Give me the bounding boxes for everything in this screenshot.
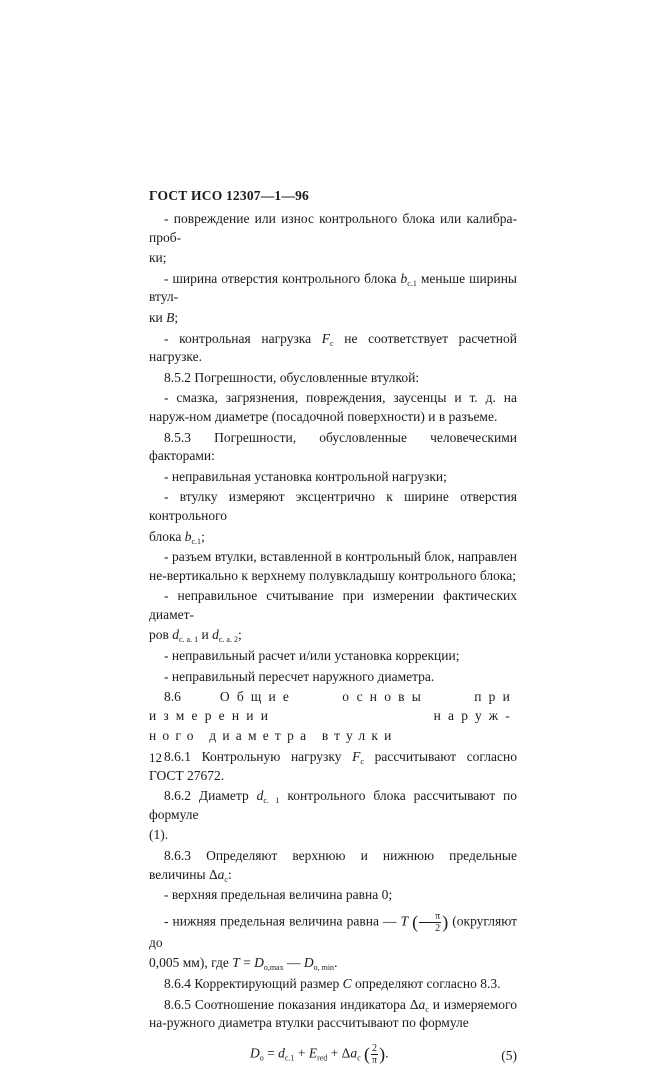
paragraph: - неправильная установка контрольной нагрузки;: [164, 468, 447, 484]
formula-number: (5): [501, 1047, 517, 1063]
formula-5: [149, 1039, 517, 1079]
paragraph: - неправильный расчет и/или установка коррекции;: [164, 648, 460, 664]
paragraph: - разъем втулки, вставленной в контрольный блок, направлен не-вертикально к верхнему полувкладышу контрольного блока;: [149, 549, 517, 583]
paragraph: - неправильное считывание при измерении фактических диамет-: [149, 588, 517, 622]
paragraph: (1).: [149, 827, 169, 843]
section-8-6-4: 8.6.4 Корректирующий размер C определяют согласно 8.3.: [164, 975, 501, 991]
section-8-6-3: 8.6.3 Определяют верхнюю и нижнюю предельные величины $\Delta a_c$:: [149, 848, 517, 884]
paragraph: - нижняя предельная величина равна — T ( $\frac{\pi}{2}$ ) (округляют до: [149, 910, 517, 950]
page-header: ГОСТ ИСО 12307—1—96: [149, 188, 309, 203]
paragraph: - верхняя предельная величина равна 0;: [164, 887, 393, 903]
paragraph: 0,005 мм), где $T = D_{o,max}$ — $D_{o, min}$.: [149, 955, 338, 973]
section-8-5-3: 8.5.3 Погрешности, обусловленные человеческими факторами:: [149, 429, 517, 464]
paragraph: - втулку измеряют эксцентрично к ширине отверстия контрольного: [149, 489, 517, 523]
paragraph: - контрольная нагрузка $F_c$ не соответствует расчетной нагрузке.: [149, 330, 517, 365]
section-8-6-2: 8.6.2 Диаметр $d_{c. 1}$ контрольного блока рассчитывают по формуле: [149, 788, 517, 822]
paragraph: блока $b_{c.1}$;: [149, 528, 205, 546]
page-number: 12: [149, 750, 162, 765]
section-8-5-2: 8.5.2 Погрешности, обусловленные втулкой:: [164, 369, 420, 385]
paragraph: - неправильный пересчет наружного диаметра.: [164, 668, 435, 684]
paragraph: - смазка, загрязнения, повреждения, заусенцы и т. д. на наруж-ном диаметре (посадочной поверхности) и в разъеме.: [149, 390, 517, 424]
paragraph: - ширина отверстия контрольного блока $b_{c.1}$ меньше ширины втул-: [149, 270, 517, 305]
section-8-6-title: 8.6 Общие основы при измерении наруж-: [149, 689, 517, 723]
formula-expression: $D_o = d_{c.1} + E_{red} + \Delta a_c$ ( $\frac{2}{\pi}$ ).: [250, 1042, 389, 1066]
paragraph: ров $d_{c. a. 1}$ и $d_{c. a. 2}$;: [149, 627, 242, 645]
paragraph: ки B;: [149, 309, 179, 325]
section-8-6-title-cont: ного диаметра втулки: [149, 728, 398, 744]
document-body: [149, 210, 517, 1079]
section-8-6-1: 8.6.1 Контрольную нагрузку $F_c$ рассчитывают согласно ГОСТ 27672.: [149, 749, 517, 783]
paragraph: - повреждение или износ контрольного блока или калибра-проб-: [149, 211, 517, 245]
section-8-6-5: 8.6.5 Соотношение показания индикатора $\Delta a_c$ и измеряемого на-ружного диаметра втулки рассчитывают по формуле: [149, 996, 517, 1031]
paragraph: ки;: [149, 250, 167, 266]
